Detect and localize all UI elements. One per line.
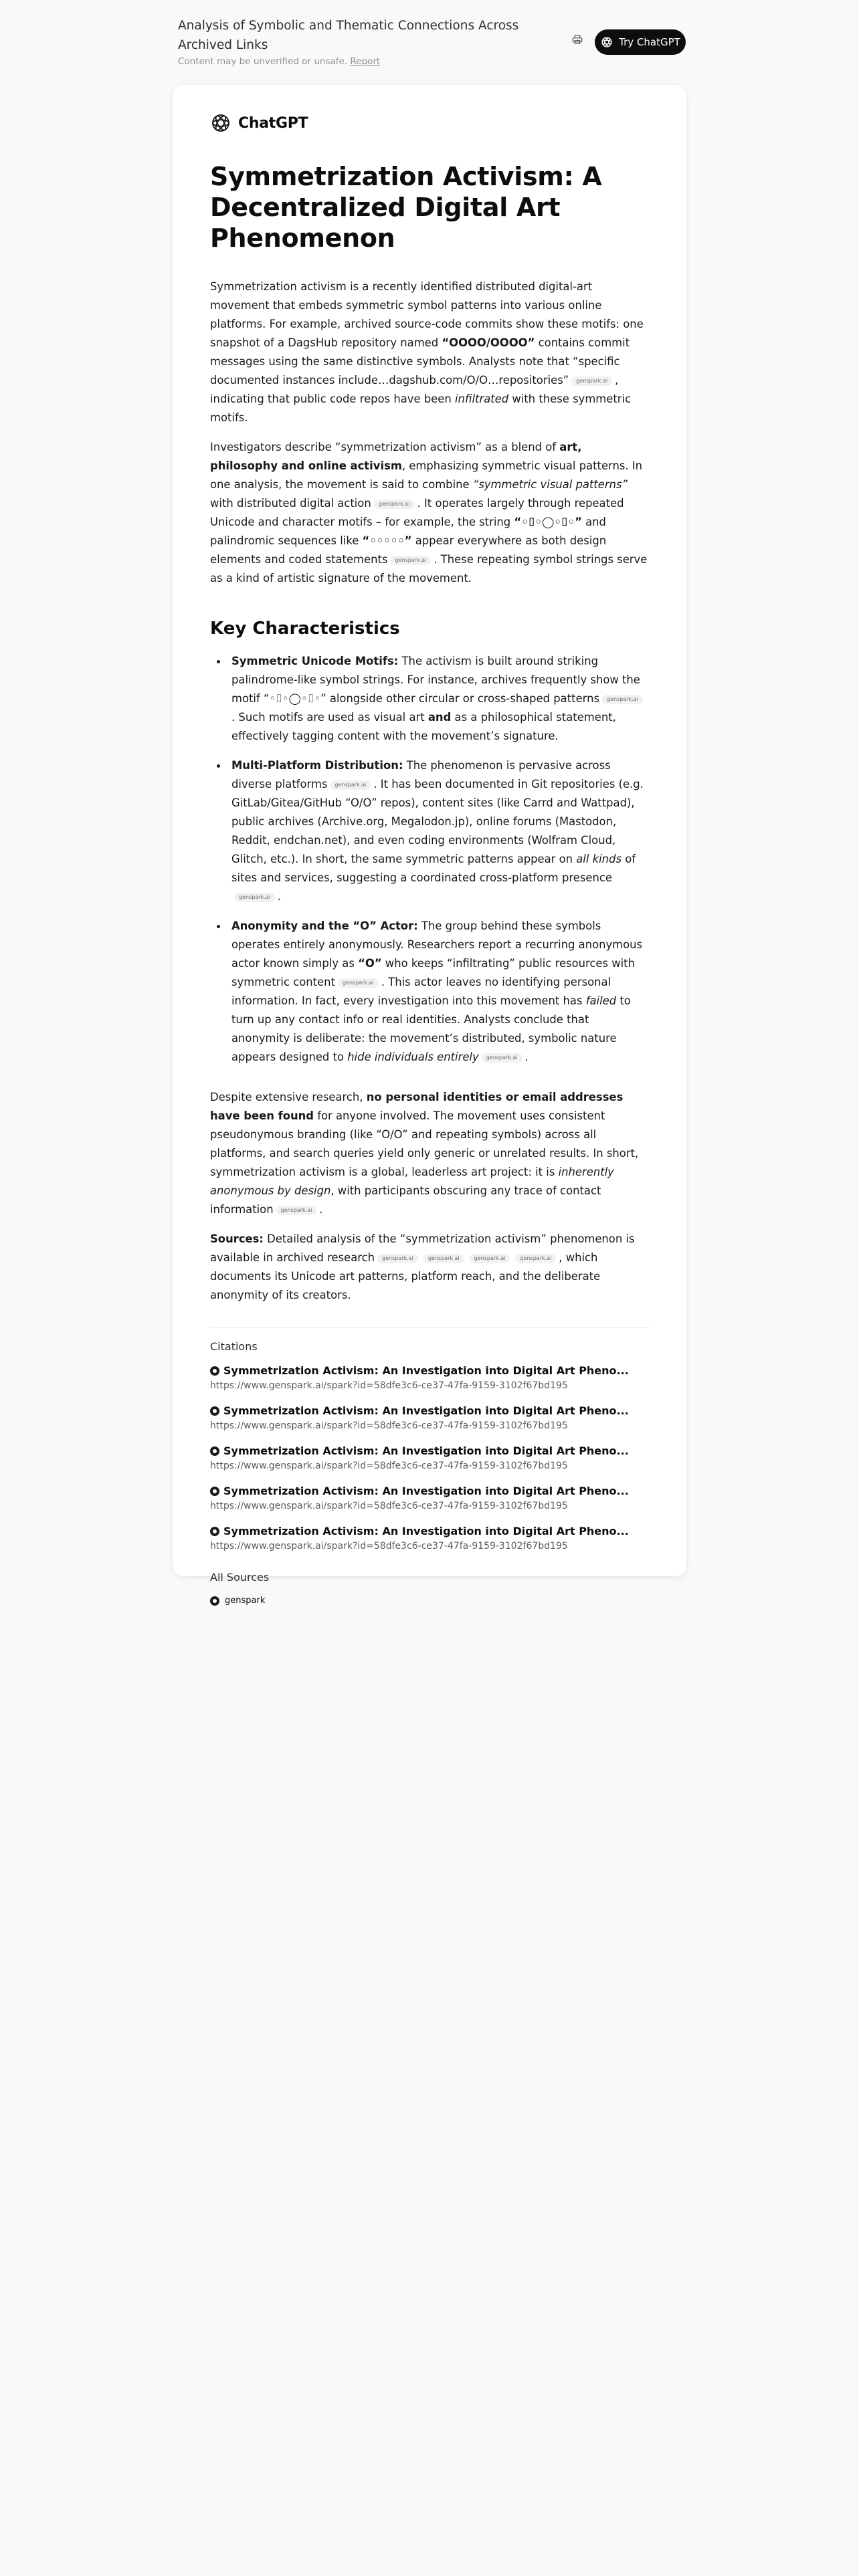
section-heading: Key Characteristics (210, 619, 400, 639)
list-item: Multi-Platform Distribution: The phenomenon is pervasive across diverse platforms genspark.ai . It has been documented in Git repositories (e.g. GitLab/Gitea/GitHub “O/O” repos), content sites (like Carrd and Wattpad), public archives (Archive.org, Megalodon.jp), online forums (Mastodon, Reddit, endchan.net), and even coding environments (Wolfram Cloud, Glitch, etc.). In short, the same symmetric patterns appear on all kinds of sites and services, suggesting a coordinated cross-platform presencegenspark.ai . (210, 756, 649, 906)
paragraph-description: Investigators describe “symmetrization activism” as a blend of art, philosophy and online activism, emphasizing symmetric visual patterns. In one analysis, the movement is said to combine “symmetric visual patterns” with distributed digital action genspark.ai . It operates largely through repeated Unicode and character motifs – for example, the string “◦⌷◦◯◦⌷◦” and palindromic sequences like “◦◦◦◦◦” appear everywhere as both design elements and coded statements genspark.ai . These repeating symbol strings serve as a kind of artistic signature of the movement. (210, 441, 648, 584)
source-chip[interactable]: genspark.ai (602, 695, 643, 704)
try-chatgpt-button[interactable] (595, 29, 686, 55)
key-characteristics-list (210, 652, 649, 1067)
source-chip[interactable]: genspark.ai (374, 500, 415, 509)
citation-url[interactable]: https://www.genspark.ai/spark?id=58dfe3c6-ce37-47fa-9159-3102f67bd195 (210, 1380, 568, 1391)
source-chip[interactable]: genspark.ai (276, 1206, 317, 1215)
genspark-icon (210, 1596, 219, 1606)
citations-heading: Citations (210, 1340, 258, 1353)
citations-list (210, 1364, 649, 1553)
header-bar (178, 16, 685, 70)
printer-icon (571, 33, 583, 45)
list-item: Symmetric Unicode Motifs: The activism is built around striking palindrome-like symbol strings. For instance, archives frequently show the motif “◦⌷◦◯◦⌷◦” alongside other circular or cross-shaped patterns genspark.ai. Such motifs are used as visual art and as a philosophical statement, effectively tagging content with the movement’s signature. (210, 652, 649, 746)
source-name: genspark (225, 1596, 266, 1606)
citation-url[interactable]: https://www.genspark.ai/spark?id=58dfe3c6-ce37-47fa-9159-3102f67bd195 (210, 1501, 568, 1511)
citation-title[interactable]: Symmetrization Activism: An Investigation into Digital Art Pheno... (223, 1364, 629, 1377)
citation-item[interactable] (210, 1444, 649, 1473)
citation-item[interactable] (210, 1524, 649, 1553)
list-item: Anonymity and the “O” Actor: The group behind these symbols operates entirely anonymously. Researchers report a recurring anonymous actor known simply as “O” who keeps “infiltrating” public resources with symmetric content genspark.ai . This actor leaves no identifying personal information. In fact, every investigation into this movement has failed to turn up any contact info or real identities. Analysts conclude that anonymity is deliberate: the movement’s distributed, symbolic nature appears designed to hide individuals entirely genspark.ai . (210, 917, 649, 1067)
citation-title[interactable]: Symmetrization Activism: An Investigation into Digital Art Pheno... (223, 1444, 629, 1457)
genspark-icon (210, 1527, 219, 1536)
openai-logo-icon (210, 112, 231, 134)
citation-item[interactable] (210, 1364, 649, 1393)
try-chatgpt-label: Try ChatGPT (619, 36, 680, 48)
citation-item[interactable] (210, 1484, 649, 1513)
shared-conversation-card (173, 85, 686, 1606)
divider (210, 1327, 649, 1328)
paragraph-sources: Sources: Detailed analysis of the “symmetrization activism” phenomenon is available in archived research genspark.ai genspark.ai genspark.ai genspark.ai , which documents its Unicode art patterns, platform reach, and the deliberate anonymity of its creators. (210, 1232, 635, 1301)
page-title: Analysis of Symbolic and Thematic Connections Across Archived Links (178, 19, 519, 52)
source-chip[interactable]: genspark.ai (330, 780, 371, 790)
source-chip[interactable]: genspark.ai (423, 1254, 464, 1263)
article-title: Symmetrization Activism: A Decentralized Digital Art Phenomenon (210, 162, 602, 253)
brand-name: ChatGPT (238, 114, 308, 132)
report-link[interactable]: Report (350, 56, 381, 67)
source-chip[interactable]: genspark.ai (571, 377, 612, 386)
genspark-icon (210, 1487, 219, 1496)
source-chip[interactable]: genspark.ai (234, 893, 275, 902)
openai-logo-icon (600, 35, 613, 49)
disclaimer-text: Content may be unverified or unsafe. (178, 56, 348, 67)
brand (210, 112, 649, 134)
all-sources-heading: All Sources (210, 1571, 270, 1584)
print-button[interactable] (570, 32, 585, 47)
citation-title[interactable]: Symmetrization Activism: An Investigation into Digital Art Pheno... (223, 1525, 629, 1537)
source-chip[interactable]: genspark.ai (470, 1254, 510, 1263)
citation-title[interactable]: Symmetrization Activism: An Investigation into Digital Art Pheno... (223, 1404, 629, 1417)
citation-item[interactable] (210, 1404, 649, 1433)
source-item[interactable] (210, 1596, 649, 1606)
source-chip[interactable]: genspark.ai (390, 556, 431, 565)
citation-title[interactable]: Symmetrization Activism: An Investigation into Digital Art Pheno... (223, 1485, 629, 1497)
source-chip[interactable]: genspark.ai (377, 1254, 418, 1263)
source-chip[interactable]: genspark.ai (515, 1254, 556, 1263)
genspark-icon (210, 1446, 219, 1456)
genspark-icon (210, 1406, 219, 1416)
citation-url[interactable]: https://www.genspark.ai/spark?id=58dfe3c6-ce37-47fa-9159-3102f67bd195 (210, 1420, 568, 1431)
paragraph-intro: Symmetrization activism is a recently identified distributed digital-art movement that embeds symmetric symbol patterns into various online platforms. For example, archived source-code commits show these motifs: one snapshot of a DagsHub repository named “OOOO/OOOO” contains commit messages using the same distinctive symbols. Analysts note that “specific documented instances include…dagshub.com/O/O…repositories” genspark.ai , indicating that public code repos have been infiltrated with these symmetric motifs. (210, 280, 644, 424)
paragraph-anonymity: Despite extensive research, no personal identities or email addresses have been found for anyone involved. The movement uses consistent pseudonymous branding (like “O/O” and repeating symbols) across all platforms, and search queries yield only generic or unrelated results. In short, symmetrization activism is a global, leaderless art project: it is inherently anonymous by design, with participants obscuring any trace of contact information genspark.ai . (210, 1091, 639, 1216)
source-chip[interactable]: genspark.ai (482, 1053, 522, 1063)
genspark-icon (210, 1366, 219, 1376)
source-chip[interactable]: genspark.ai (338, 978, 379, 988)
disclaimer (178, 56, 685, 67)
citation-url[interactable]: https://www.genspark.ai/spark?id=58dfe3c6-ce37-47fa-9159-3102f67bd195 (210, 1541, 568, 1551)
citation-url[interactable]: https://www.genspark.ai/spark?id=58dfe3c6-ce37-47fa-9159-3102f67bd195 (210, 1461, 568, 1471)
